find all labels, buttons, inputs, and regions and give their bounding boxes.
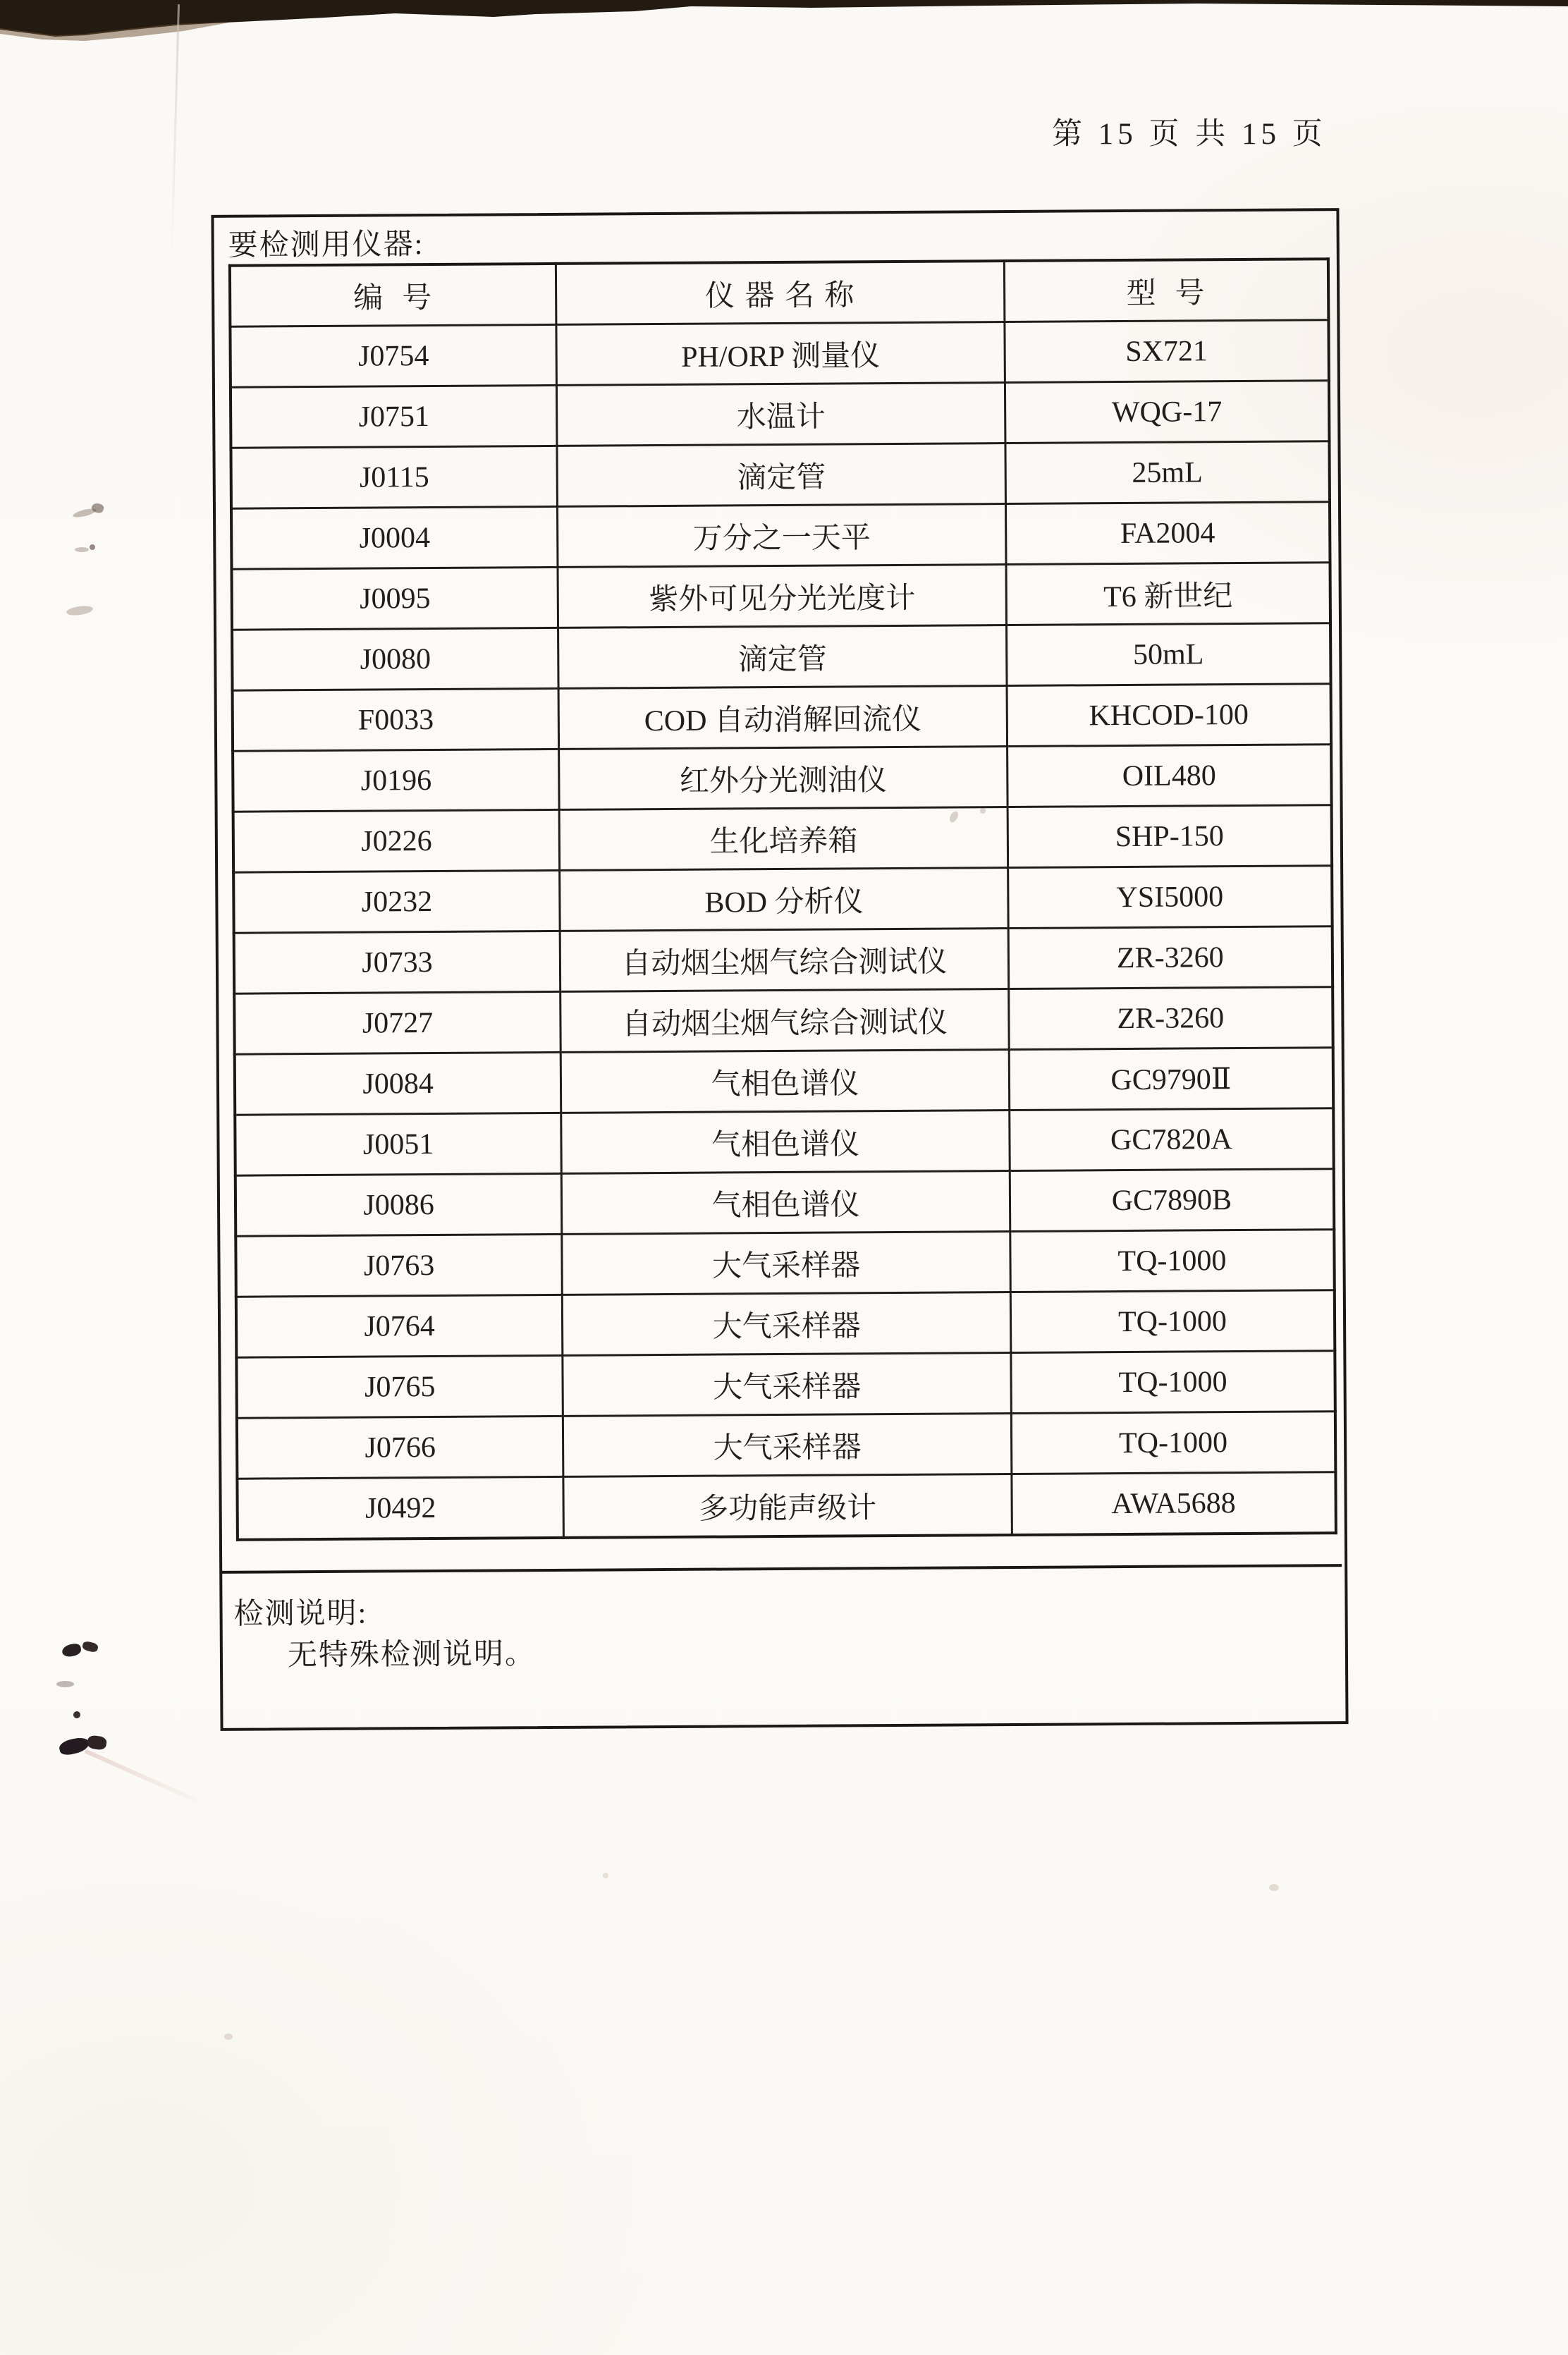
instrument-model-cell: OIL480: [1007, 745, 1331, 807]
table-row: [234, 926, 1333, 994]
header-instrument-model: 型 号: [1004, 259, 1328, 322]
instrument-id-cell: J0727: [234, 991, 561, 1054]
instrument-name-cell: PH/ORP 测量仪: [556, 322, 1005, 386]
instrument-model-cell: GC7820A: [1010, 1108, 1334, 1171]
instrument-name-cell: 气相色谱仪: [561, 1050, 1009, 1113]
scan-edge-dark-band: [0, 0, 1568, 37]
table-row: [233, 866, 1332, 934]
scan-edge-artifact: [0, 0, 1568, 56]
instrument-id-cell: J0232: [233, 870, 560, 933]
instrument-id-cell: F0033: [233, 688, 559, 751]
instrument-name-cell: 大气采样器: [563, 1414, 1012, 1477]
instrument-id-cell: J0764: [236, 1295, 563, 1357]
table-row: [233, 745, 1331, 812]
table-row: [235, 1108, 1333, 1176]
table-row: [231, 441, 1329, 509]
instrument-name-cell: 万分之一天平: [558, 504, 1006, 568]
pencil-mark-artifact: [66, 604, 93, 616]
instrument-id-cell: J0196: [233, 749, 559, 812]
instrument-name-cell: 红外分光测油仪: [559, 747, 1007, 810]
instrument-model-cell: ZR-3260: [1009, 987, 1333, 1050]
instrument-name-cell: 多功能声级计: [563, 1474, 1012, 1538]
instrument-name-cell: 大气采样器: [563, 1292, 1011, 1356]
instrument-model-cell: T6 新世纪: [1006, 563, 1330, 625]
instrument-model-cell: SHP-150: [1007, 805, 1332, 868]
table-row: [233, 805, 1332, 873]
ink-speck-artifact: [73, 1711, 80, 1718]
table-row: [235, 1169, 1334, 1237]
pencil-mark-artifact: [90, 544, 95, 550]
instrument-model-cell: GC9790Ⅱ: [1009, 1048, 1333, 1111]
instrument-model-cell: AWA5688: [1012, 1472, 1336, 1535]
table-row: [233, 684, 1331, 752]
instrument-id-cell: J0492: [237, 1476, 563, 1539]
header-instrument-name: 仪 器 名 称: [556, 261, 1005, 324]
table-row: [235, 1230, 1334, 1297]
table-row: [232, 563, 1330, 630]
ink-smudge-artifact: [84, 1749, 198, 1803]
table-row: [235, 1048, 1333, 1115]
faint-speck-artifact: [603, 1873, 608, 1878]
section-divider: [221, 1564, 1342, 1574]
instrument-model-cell: SX721: [1005, 320, 1329, 383]
table-row: [237, 1472, 1335, 1540]
instrument-model-cell: TQ-1000: [1011, 1412, 1335, 1474]
page-indicator: 第 15 页 共 15 页: [1052, 118, 1327, 151]
table-row: [232, 623, 1330, 691]
instrument-model-cell: WQG-17: [1005, 381, 1329, 444]
instrument-id-cell: J0751: [231, 385, 557, 448]
instrument-name-cell: 生化培养箱: [559, 807, 1007, 871]
instrument-name-cell: 气相色谱仪: [561, 1111, 1010, 1174]
instrument-model-cell: TQ-1000: [1011, 1351, 1335, 1414]
instrument-model-cell: KHCOD-100: [1007, 684, 1331, 747]
instrument-name-cell: 滴定管: [557, 444, 1005, 507]
instrument-id-cell: J0086: [235, 1173, 562, 1236]
instrument-id-cell: J0004: [231, 506, 558, 569]
instrument-name-cell: BOD 分析仪: [560, 868, 1008, 931]
instrument-id-cell: J0765: [236, 1355, 563, 1418]
instrument-model-cell: GC7890B: [1010, 1169, 1334, 1232]
instrument-id-cell: J0095: [232, 567, 558, 630]
ink-speck-artifact: [87, 1735, 107, 1751]
ink-speck-artifact: [82, 1641, 99, 1653]
instrument-model-cell: YSI5000: [1007, 866, 1332, 929]
document-frame: [211, 208, 1348, 1731]
instruments-table: [228, 257, 1337, 1541]
instrument-name-cell: 大气采样器: [562, 1232, 1010, 1295]
notes-title: 检测说明:: [233, 1597, 368, 1631]
ink-speck-artifact: [56, 1681, 74, 1687]
instrument-model-cell: ZR-3260: [1008, 926, 1333, 989]
instrument-name-cell: COD 自动消解回流仪: [558, 686, 1007, 750]
instrument-name-cell: 自动烟尘烟气综合测试仪: [561, 989, 1009, 1053]
table-row: [236, 1290, 1335, 1358]
instrument-id-cell: J0733: [234, 931, 561, 993]
faint-speck-artifact: [224, 2033, 233, 2040]
instrument-model-cell: FA2004: [1005, 502, 1330, 565]
table-row: [230, 320, 1328, 388]
instrument-name-cell: 气相色谱仪: [561, 1171, 1010, 1235]
instrument-name-cell: 紫外可见分光光度计: [558, 565, 1006, 628]
table-row: [231, 381, 1329, 448]
instrument-id-cell: J0226: [233, 809, 560, 872]
table-row: [234, 987, 1333, 1055]
faint-speck-artifact: [1269, 1884, 1279, 1891]
instrument-model-cell: TQ-1000: [1010, 1290, 1335, 1353]
instrument-id-cell: J0080: [232, 628, 558, 690]
ink-speck-artifact: [61, 1643, 82, 1658]
instrument-name-cell: 自动烟尘烟气综合测试仪: [560, 929, 1008, 992]
instrument-id-cell: J0084: [235, 1052, 561, 1115]
section-title: 要检测用仪器:: [228, 228, 424, 262]
table-row: [231, 502, 1330, 570]
table-row: [237, 1412, 1335, 1479]
pencil-mark-artifact: [75, 547, 89, 552]
table-header-row: [230, 259, 1328, 326]
instrument-id-cell: J0754: [230, 324, 556, 387]
instrument-name-cell: 水温计: [557, 383, 1005, 446]
instrument-id-cell: J0763: [235, 1234, 562, 1297]
instrument-name-cell: 滴定管: [558, 625, 1007, 689]
notes-text: 无特殊检测说明。: [287, 1638, 537, 1672]
instrument-model-cell: 25mL: [1005, 441, 1330, 504]
instrument-id-cell: J0766: [237, 1416, 563, 1479]
instrument-id-cell: J0051: [235, 1113, 561, 1175]
instrument-model-cell: TQ-1000: [1010, 1230, 1335, 1292]
instrument-id-cell: J0115: [231, 446, 557, 508]
instrument-model-cell: 50mL: [1006, 623, 1330, 686]
instrument-name-cell: 大气采样器: [563, 1353, 1011, 1417]
table-row: [236, 1351, 1335, 1419]
header-instrument-id: 编 号: [230, 264, 556, 326]
faint-speck-artifact: [980, 808, 986, 814]
